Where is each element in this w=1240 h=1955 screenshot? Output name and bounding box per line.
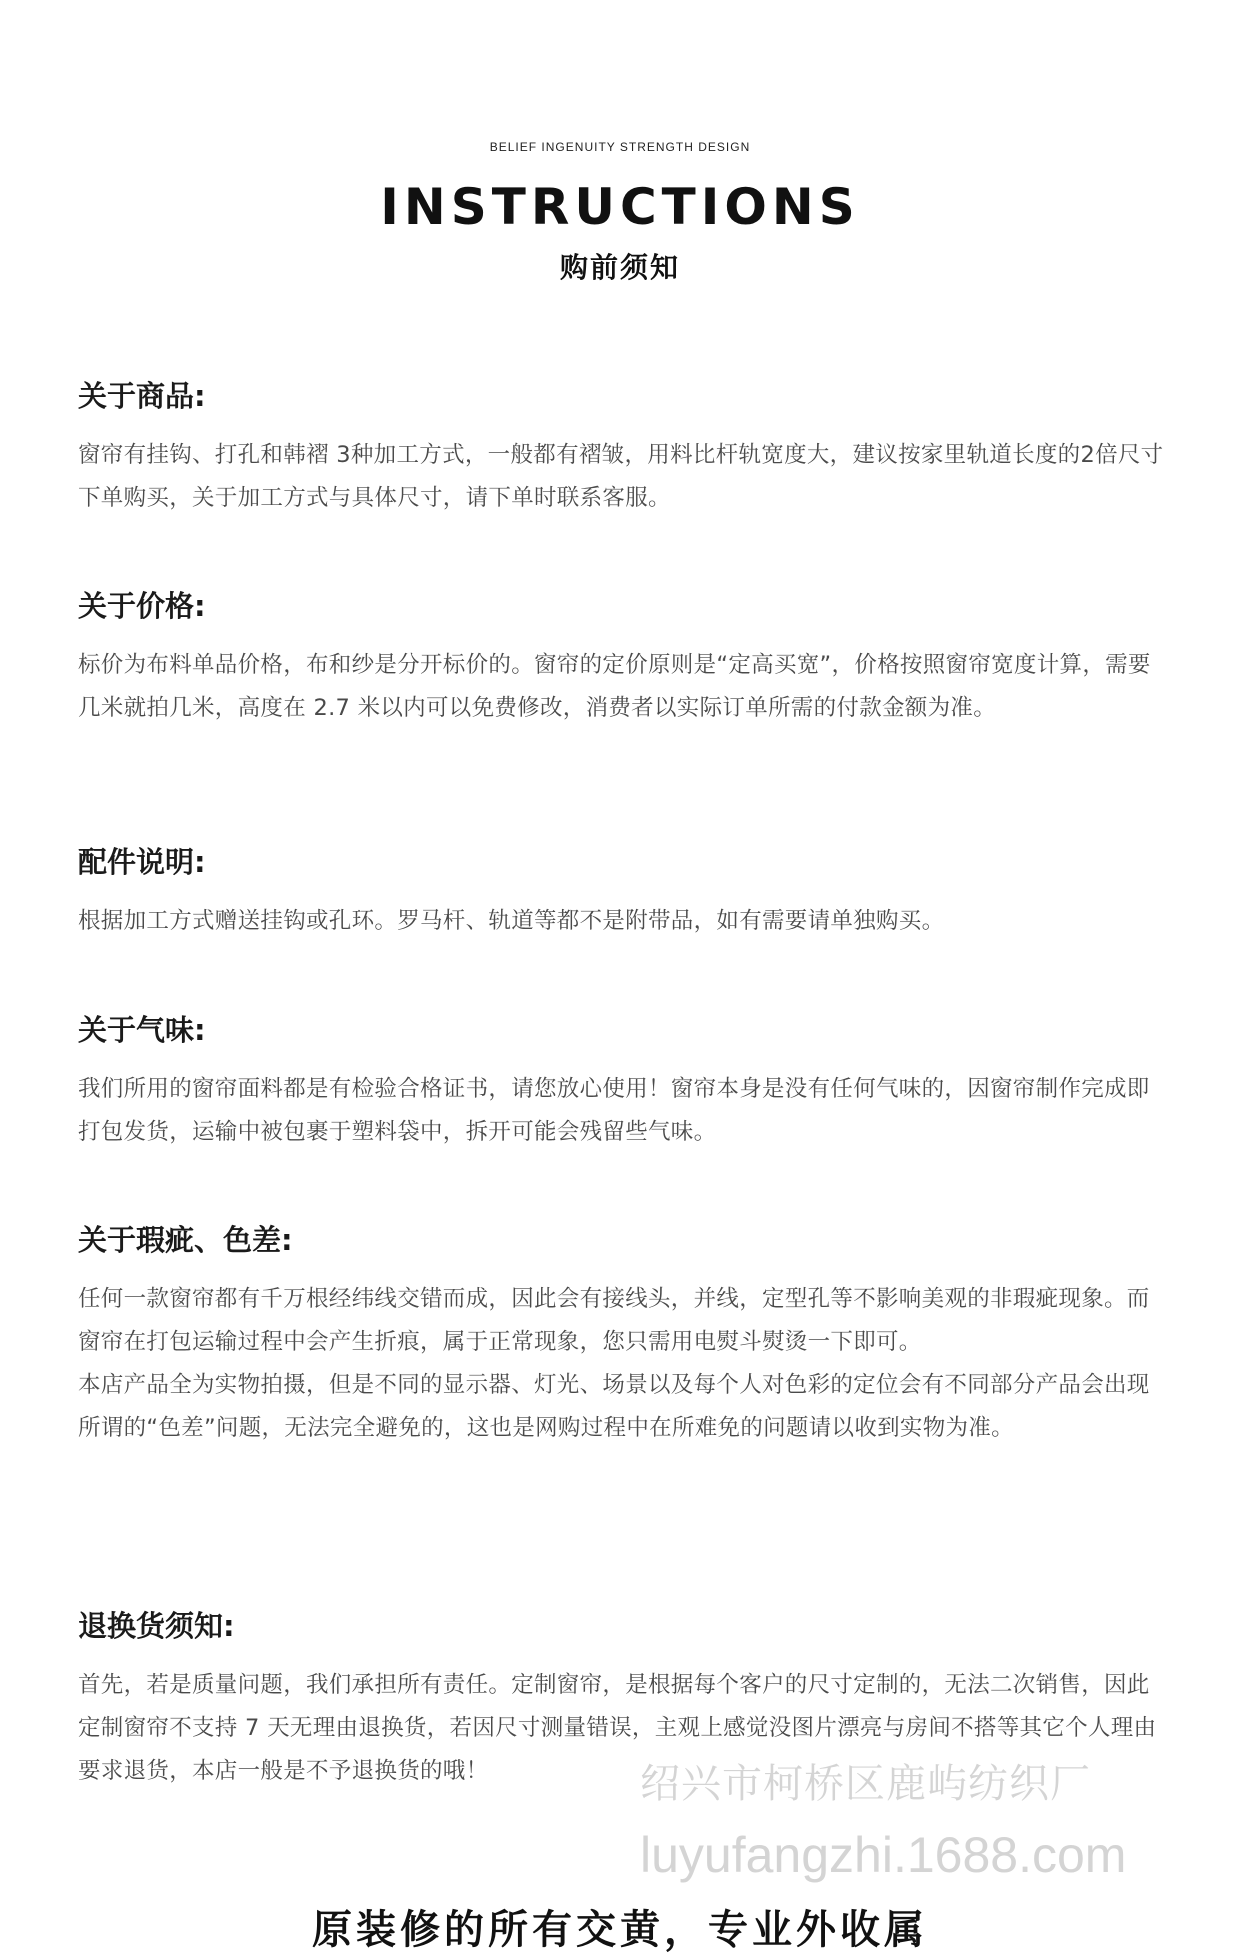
section-paragraph: 任何一款窗帘都有千万根经纬线交错而成，因此会有接线头，并线，定型孔等不影响美观的非瑕疵现象。而窗帘在打包运输过程中会产生折痕，属于正常现象，您只需用电熨斗熨烫一下即可。 (78, 1286, 1150, 1355)
section-odor (78, 1012, 1168, 1154)
tagline: BELIEF INGENUITY STRENGTH DESIGN (489, 140, 751, 154)
section-heading: 关于瑕疵、色差: (78, 1223, 293, 1257)
section-heading: 配件说明: (78, 845, 206, 879)
section-heading: 关于气味: (78, 1013, 206, 1047)
section-paragraph: 首先，若是质量问题，我们承担所有责任。定制窗帘，是根据每个客户的尺寸定制的，无法二次销售，因此定制窗帘不支持 7 天无理由退换货，若因尺寸测量错误，主观上感觉没图片漂亮与房间不搭等其它个人理由要求退货，本店一般是不予退换货的哦！ (78, 1672, 1157, 1784)
section-heading: 关于价格: (78, 589, 206, 623)
watermark-url: luyufangzhi.1688.com (640, 1827, 1127, 1883)
section-heading: 退换货须知: (78, 1609, 235, 1643)
section-price (78, 588, 1168, 730)
watermark-company: 绍兴市柯桥区鹿屿纺织厂 (640, 1761, 1091, 1807)
section-paragraph: 根据加工方式赠送挂钩或孔环。罗马杆、轨道等都不是附带品，如有需要请单独购买。 (78, 908, 945, 934)
section-accessories (78, 844, 1168, 943)
section-paragraph: 窗帘有挂钩、打孔和韩褶 3种加工方式，一般都有褶皱，用料比杆轨宽度大，建议按家里轨道长度的2倍尺寸下单购买，关于加工方式与具体尺寸，请下单时联系客服。 (78, 442, 1164, 511)
section-paragraph: 我们所用的窗帘面料都是有检验合格证书，请您放心使用！窗帘本身是没有任何气味的，因窗帘制作完成即打包发货，运输中被包裹于塑料袋中，拆开可能会残留些气味。 (78, 1076, 1150, 1145)
page-subtitle: 购前须知 (559, 251, 680, 284)
section-paragraph: 本店产品全为实物拍摄，但是不同的显示器、灯光、场景以及每个人对色彩的定位会有不同部分产品会出现所谓的“色差”问题，无法完全避免的，这也是网购过程中在所难免的问题请以收到实物为准。 (78, 1372, 1150, 1441)
section-product (78, 378, 1168, 520)
section-paragraph: 标价为布料单品价格，布和纱是分开标价的。窗帘的定价原则是“定高买宽”，价格按照窗帘宽度计算，需要几米就拍几米，高度在 2.7 米以内可以免费修改，消费者以实际订单所需的付款金额为准。 (78, 652, 1151, 721)
section-defects-color (78, 1222, 1168, 1450)
footer-heading: 原装修的所有交黄，专业外收属 (312, 1907, 928, 1953)
page-title: INSTRUCTIONS (380, 178, 860, 236)
section-heading: 关于商品: (78, 379, 206, 413)
